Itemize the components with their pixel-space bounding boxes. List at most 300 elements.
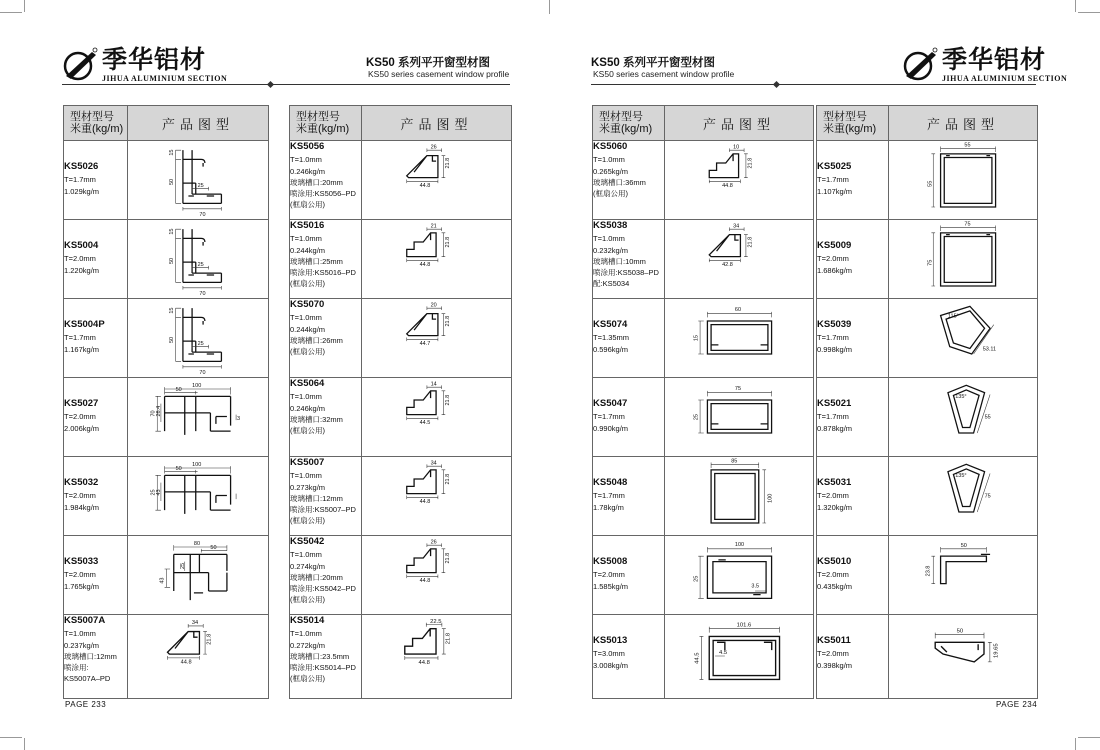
profile-spec-line: 1.984kg/m — [64, 502, 100, 512]
profile-section-diagram — [128, 536, 269, 613]
profile-code: KS5031 — [817, 477, 852, 488]
dimension-label: 4.5 — [719, 650, 728, 657]
dimension-label: 34 — [191, 620, 199, 627]
profile-spec — [817, 536, 889, 615]
dimension-label: 10 — [733, 144, 740, 151]
table-row — [593, 536, 814, 615]
dimension-label: 70 — [199, 370, 206, 376]
profile-section-diagram — [362, 378, 512, 455]
profile-spec-line: 0.265kg/m — [593, 166, 629, 176]
profile-drawing — [128, 457, 269, 536]
profile-table-left-2 — [289, 105, 512, 699]
profile-outline — [707, 400, 771, 433]
dimension-label: 3 — [237, 416, 241, 423]
profile-drawing — [362, 220, 512, 299]
profile-spec-line: T=1.7mm — [593, 412, 625, 422]
brand-name-cn: 季华铝材 — [942, 45, 1047, 74]
profile-code: KS5074 — [593, 319, 628, 330]
brand-mark-icon — [902, 46, 938, 82]
profile-spec-line: T=2.0mm — [817, 254, 849, 264]
dimension-label: 26 — [430, 144, 437, 151]
profile-spec — [290, 299, 362, 378]
profile-drawing — [128, 615, 269, 699]
profile-outline — [935, 642, 984, 662]
profile-code: KS5070 — [290, 299, 325, 310]
dimension-label: 100 — [192, 462, 202, 469]
dimension-label: 75 — [734, 385, 742, 392]
profile-spec-line: T=1.7mm — [817, 333, 849, 343]
series-title-cn: KS50 系列平开窗型材图 — [366, 57, 490, 69]
profile-drawing — [665, 378, 814, 457]
profile-spec-line: 玻璃槽口:23.5mm — [290, 651, 350, 661]
profile-outline — [709, 636, 779, 679]
profile-spec — [593, 457, 665, 536]
dimension-label: 23.8 — [925, 565, 932, 577]
dimension-label: 50 — [956, 628, 964, 635]
table-row — [290, 615, 512, 699]
profile-spec-line: 喷涂用:KS5038–PD — [593, 268, 659, 278]
profile-spec — [817, 299, 889, 378]
profile-section-diagram — [128, 615, 269, 697]
table-row — [817, 299, 1038, 378]
dimension-label: 21.8 — [444, 473, 451, 485]
profile-section-diagram — [128, 457, 269, 534]
dimension-label: 115° — [947, 313, 959, 320]
series-title-en: KS50 series casement window profile — [368, 69, 510, 79]
dimension-label: 55 — [984, 414, 991, 421]
profile-spec — [593, 220, 665, 299]
dimension-label: 43 — [159, 577, 166, 584]
profile-spec-line: 0.596kg/m — [593, 344, 629, 354]
profile-spec-line: 玻璃槽口:32mm — [290, 414, 343, 424]
profile-drawing — [362, 378, 512, 457]
profile-section-diagram — [128, 141, 269, 218]
table-row — [290, 378, 512, 457]
dimension-label: 75 — [964, 221, 971, 228]
profile-outline — [699, 627, 779, 680]
dimension-label: 25 — [197, 182, 204, 189]
profile-drawing — [362, 299, 512, 378]
profile-drawing — [889, 220, 1038, 299]
profile-spec-line: 1.686kg/m — [817, 265, 853, 275]
profile-code: KS5033 — [64, 556, 99, 567]
profile-spec-line: 喷涂用:KS5007–PD — [290, 505, 356, 515]
profile-code: KS5011 — [817, 635, 851, 646]
table-row — [64, 457, 269, 536]
profile-spec — [593, 615, 665, 699]
profile-spec-line: 玻璃槽口:12mm — [64, 651, 117, 661]
profile-spec-line: 0.435kg/m — [817, 581, 853, 591]
dimension-label: 50 — [168, 336, 175, 343]
profile-drawing — [362, 141, 512, 220]
profile-outline — [698, 391, 771, 433]
profile-outline — [707, 556, 771, 598]
profile-spec-line: T=1.0mm — [290, 313, 322, 323]
profile-spec — [593, 141, 665, 220]
profile-spec — [64, 536, 128, 615]
dimension-label: 25 — [197, 340, 204, 347]
dimension-label: 55 — [927, 180, 934, 187]
profile-section-diagram — [362, 536, 512, 613]
profile-code: KS5026 — [64, 161, 99, 172]
profile-drawing — [889, 378, 1038, 457]
profile-spec-line: (框扇公用) — [290, 516, 325, 526]
profile-spec-line: 0.274kg/m — [290, 561, 326, 571]
profile-code: KS5047 — [593, 398, 628, 409]
table-row — [64, 220, 269, 299]
profile-drawing — [889, 536, 1038, 615]
header-code-weight: 型材型号 米重(kg/m) — [593, 106, 665, 141]
profile-section-diagram — [665, 536, 814, 613]
profile-section-diagram — [128, 299, 269, 376]
profile-spec-line: 1.220kg/m — [64, 265, 100, 275]
profile-spec — [64, 220, 128, 299]
dimension-label: 19.65 — [993, 643, 1000, 658]
profile-outline — [941, 233, 996, 286]
rule-ornament — [773, 81, 780, 88]
profile-spec-line: T=1.0mm — [64, 629, 96, 639]
table-row — [817, 220, 1038, 299]
profile-spec-line: (框扇公用) — [290, 674, 325, 684]
profile-code: KS5004P — [64, 319, 105, 330]
profile-outline — [707, 321, 771, 354]
profile-outline — [165, 475, 231, 513]
dimension-label: 70 — [199, 291, 206, 297]
table-row — [817, 615, 1038, 699]
profile-outline — [711, 463, 766, 524]
profile-section-diagram — [665, 220, 814, 297]
dimension-label: 44.8 — [418, 659, 430, 666]
profile-outline — [709, 154, 738, 178]
header-rule — [62, 84, 510, 85]
profile-spec-line: T=2.0mm — [817, 570, 849, 580]
dimension-label: 21.8 — [444, 315, 451, 327]
dimension-label: 44.8 — [419, 577, 431, 584]
profile-spec-line: T=2.0mm — [817, 491, 849, 501]
profile-drawing — [665, 141, 814, 220]
profile-outline — [407, 391, 436, 415]
profile-spec-line: T=1.7mm — [64, 175, 96, 185]
profile-section-diagram — [362, 457, 512, 534]
profile-drawing — [128, 299, 269, 378]
table-row — [64, 615, 269, 699]
profile-section-diagram — [889, 536, 1038, 613]
profile-spec — [817, 457, 889, 536]
profile-spec — [593, 536, 665, 615]
profile-code: KS5016 — [290, 220, 325, 231]
dimension-label: 80 — [193, 541, 201, 548]
table-row — [290, 457, 512, 536]
profile-section-diagram — [128, 378, 269, 455]
profile-section-diagram — [362, 299, 512, 376]
profile-table-right-2 — [816, 105, 1038, 699]
profile-table-right-1 — [592, 105, 814, 699]
profile-spec-line: T=2.0mm — [817, 649, 849, 659]
profile-spec-line: 玻璃槽口:20mm — [290, 177, 343, 187]
profile-section-diagram — [665, 615, 814, 697]
header-code-weight: 型材型号 米重(kg/m) — [290, 106, 362, 141]
profile-spec-line: 0.272kg/m — [290, 640, 326, 650]
profile-spec-line: (框扇公用) — [290, 200, 325, 210]
table-row — [593, 615, 814, 699]
dimension-label: 44.7 — [419, 340, 431, 347]
profile-spec-line: 喷涂用: — [64, 663, 89, 673]
dimension-label: 42.8 — [722, 261, 733, 268]
profile-spec — [64, 378, 128, 457]
page-number: PAGE 234 — [996, 700, 1038, 709]
dimension-label: 21 — [430, 223, 437, 230]
profile-spec-line: (框扇公用) — [290, 595, 325, 605]
profile-code: KS5010 — [817, 556, 852, 567]
dimension-label: 75 — [984, 493, 991, 500]
dimension-label: 75 — [927, 259, 934, 266]
profile-section-diagram — [889, 457, 1038, 534]
profile-spec-line: 0.232kg/m — [593, 245, 629, 255]
profile-spec-line: 0.246kg/m — [290, 166, 326, 176]
profile-spec-line: KS5007A–PD — [64, 674, 111, 684]
dimension-label: 50 — [168, 257, 175, 264]
profile-drawing — [128, 378, 269, 457]
dimension-label: 135° — [955, 473, 967, 480]
profile-spec — [817, 615, 889, 699]
table-row — [817, 536, 1038, 615]
profile-spec-line: 0.398kg/m — [817, 660, 853, 670]
profile-code: KS5032 — [64, 477, 99, 488]
profile-section-diagram — [889, 299, 1038, 376]
profile-spec — [64, 457, 128, 536]
profile-spec-line: T=1.0mm — [290, 392, 322, 402]
dimension-label: 34 — [430, 460, 437, 467]
dimension-label: 26 — [430, 539, 437, 546]
profile-code: KS5009 — [817, 240, 852, 251]
dimension-label: 15 — [168, 228, 175, 235]
profile-spec-line: 0.246kg/m — [290, 403, 326, 413]
profile-section-diagram — [362, 615, 512, 697]
dimension-label: 100 — [734, 542, 745, 549]
header-code-weight: 型材型号 米重(kg/m) — [64, 106, 128, 141]
profile-spec-line: T=1.0mm — [290, 234, 322, 244]
profile-spec-line: 0.878kg/m — [817, 423, 853, 433]
profile-outline — [941, 554, 991, 583]
dimension-label: 100 — [192, 383, 202, 390]
profile-outline — [407, 470, 436, 494]
profile-spec-line: 2.006kg/m — [64, 423, 100, 433]
dimension-label: 15 — [693, 335, 700, 342]
profile-spec-line: 1.320kg/m — [817, 502, 853, 512]
profile-code: KS5021 — [817, 398, 852, 409]
dimension-label: 44.8 — [419, 182, 431, 189]
series-title-en: KS50 series casement window profile — [593, 69, 735, 79]
profile-drawing — [665, 299, 814, 378]
brand-logo — [902, 46, 1067, 83]
profile-code: KS5025 — [817, 161, 852, 172]
profile-spec — [290, 141, 362, 220]
profile-spec-line: 0.244kg/m — [290, 245, 326, 255]
dimension-label: 44.8 — [722, 182, 733, 189]
table-row — [593, 457, 814, 536]
dimension-label: 50 — [210, 544, 217, 551]
dimension-label: 44.8 — [419, 261, 431, 268]
dimension-label: 21.8 — [747, 157, 754, 169]
dimension-label: 21.8 — [444, 552, 451, 564]
dimension-label: 60 — [734, 306, 742, 313]
dimension-label: 22.5 — [430, 618, 442, 625]
profile-spec-line: T=2.0mm — [64, 491, 96, 501]
profile-drawing — [889, 299, 1038, 378]
profile-section-diagram — [889, 220, 1038, 297]
profile-outline — [407, 233, 436, 257]
profile-spec-line: 1.765kg/m — [64, 581, 100, 591]
profile-spec-line: T=1.0mm — [290, 550, 322, 560]
brand-logo — [62, 46, 227, 83]
dimension-label: 44.5 — [419, 419, 431, 426]
dimension-label: 21.8 — [206, 633, 213, 645]
profile-section-diagram — [362, 220, 512, 297]
dimension-label: 21.8 — [444, 394, 451, 406]
table-row — [593, 299, 814, 378]
profile-drawing — [128, 536, 269, 615]
profile-spec-line: 配:KS5034 — [593, 279, 630, 289]
profile-section-diagram — [128, 220, 269, 297]
profile-section-diagram — [362, 141, 512, 218]
dimension-label: 85 — [731, 458, 738, 465]
profile-drawing — [665, 457, 814, 536]
profile-spec — [64, 141, 128, 220]
profile-table-left-1 — [63, 105, 269, 699]
profile-spec — [290, 536, 362, 615]
dimension-label: 101.6 — [736, 622, 752, 629]
profile-section-diagram — [889, 615, 1038, 697]
dimension-label: 25 — [693, 575, 700, 582]
profile-outline — [407, 156, 438, 178]
profile-spec — [817, 141, 889, 220]
profile-code: KS5027 — [64, 398, 99, 409]
profile-drawing — [889, 457, 1038, 536]
profile-spec-line: (框扇公用) — [290, 347, 325, 357]
profile-spec-line: 1.107kg/m — [817, 186, 853, 196]
dimension-label: 55 — [964, 142, 971, 149]
profile-drawing — [665, 220, 814, 299]
profile-spec — [290, 220, 362, 299]
profile-spec-line: 0.990kg/m — [593, 423, 629, 433]
dimension-label: 20 — [430, 302, 437, 309]
table-row — [64, 378, 269, 457]
dimension-label: 25 — [150, 489, 157, 496]
profile-spec-line: T=1.7mm — [64, 333, 96, 343]
table-row — [593, 220, 814, 299]
brand-mark-icon — [62, 46, 98, 82]
profile-spec-line: 玻璃槽口:25mm — [290, 256, 343, 266]
profile-spec-line: 喷涂用:KS5056–PD — [290, 189, 356, 199]
profile-spec-line: T=2.0mm — [64, 412, 96, 422]
dimension-label: 26.4 — [156, 405, 162, 417]
profile-spec-line: T=1.0mm — [290, 471, 322, 481]
profile-outline — [165, 396, 231, 435]
profile-drawing — [362, 536, 512, 615]
dimension-label: 15 — [168, 149, 175, 156]
profile-spec — [290, 615, 362, 699]
profile-spec-line: 3.008kg/m — [593, 660, 629, 670]
dimension-label: 21.8 — [747, 236, 754, 248]
profile-outline — [948, 464, 985, 512]
profile-code: KS5008 — [593, 556, 628, 567]
profile-spec-line: 玻璃槽口:12mm — [290, 493, 343, 503]
profile-drawing — [889, 141, 1038, 220]
profile-code: KS5007 — [290, 457, 325, 468]
dimension-label: 50 — [960, 543, 967, 549]
profile-outline — [935, 633, 992, 662]
profile-spec-line: T=3.0mm — [593, 649, 625, 659]
profile-outline — [405, 629, 436, 654]
profile-outline — [709, 235, 740, 257]
profile-section-diagram — [665, 457, 814, 534]
profile-code: KS5014 — [290, 615, 325, 626]
profile-spec — [290, 457, 362, 536]
profile-outline — [407, 549, 436, 573]
dimension-label: 21.8 — [444, 236, 451, 248]
table-row — [593, 378, 814, 457]
profile-outline — [711, 470, 759, 523]
profile-section-diagram — [889, 141, 1038, 218]
profile-drawing — [128, 141, 269, 220]
dimension-label: 14 — [430, 381, 437, 388]
profile-outline — [407, 314, 438, 336]
profile-outline — [167, 632, 199, 655]
dimension-label: 50 — [175, 465, 182, 472]
profile-spec-line: 1.029kg/m — [64, 186, 100, 196]
dimension-label: 53.11 — [982, 346, 997, 353]
profile-code: KS5038 — [593, 220, 628, 231]
profile-spec-line: T=1.0mm — [593, 234, 625, 244]
profile-spec-line: T=1.7mm — [593, 491, 625, 501]
dimension-label: 70 — [150, 410, 157, 417]
dimension-label: 21.8 — [445, 632, 452, 645]
brand-name-en: JIHUA ALUMINIUM SECTION — [102, 74, 228, 83]
profile-code: KS5064 — [290, 378, 325, 389]
header-picture: 产品图型 — [665, 106, 814, 141]
table-row — [290, 141, 512, 220]
profile-code: KS5056 — [290, 141, 325, 152]
table-row — [817, 141, 1038, 220]
profile-spec-line: 0.237kg/m — [64, 640, 100, 650]
profile-spec-line: (框扇公用) — [290, 279, 325, 289]
profile-spec — [593, 299, 665, 378]
table-row — [290, 299, 512, 378]
profile-spec — [64, 299, 128, 378]
table-row — [64, 141, 269, 220]
profile-spec-line: 0.244kg/m — [290, 324, 326, 334]
profile-spec-line: 1.167kg/m — [64, 344, 100, 354]
profile-code: KS5039 — [817, 319, 852, 330]
dimension-label: 43 — [156, 489, 162, 496]
dimension-label: 50 — [168, 178, 175, 185]
dimension-label: 44.8 — [180, 659, 192, 666]
profile-code: KS5013 — [593, 635, 628, 646]
dimension-label: 25 — [197, 261, 204, 268]
profile-code: KS5007A — [64, 615, 106, 626]
profile-spec-line: T=1.35mm — [593, 333, 630, 343]
profile-code: KS5048 — [593, 477, 628, 488]
header-picture: 产品图型 — [128, 106, 269, 141]
dimension-label: 21.8 — [444, 157, 451, 169]
profile-spec — [593, 378, 665, 457]
header-rule — [591, 84, 1036, 85]
profile-section-diagram — [889, 378, 1038, 455]
profile-spec-line: 0.998kg/m — [817, 344, 853, 354]
profile-spec-line: T=1.0mm — [290, 155, 322, 165]
brand-name-cn: 季华铝材 — [102, 45, 207, 74]
profile-spec-line: 玻璃槽口:10mm — [593, 256, 646, 266]
